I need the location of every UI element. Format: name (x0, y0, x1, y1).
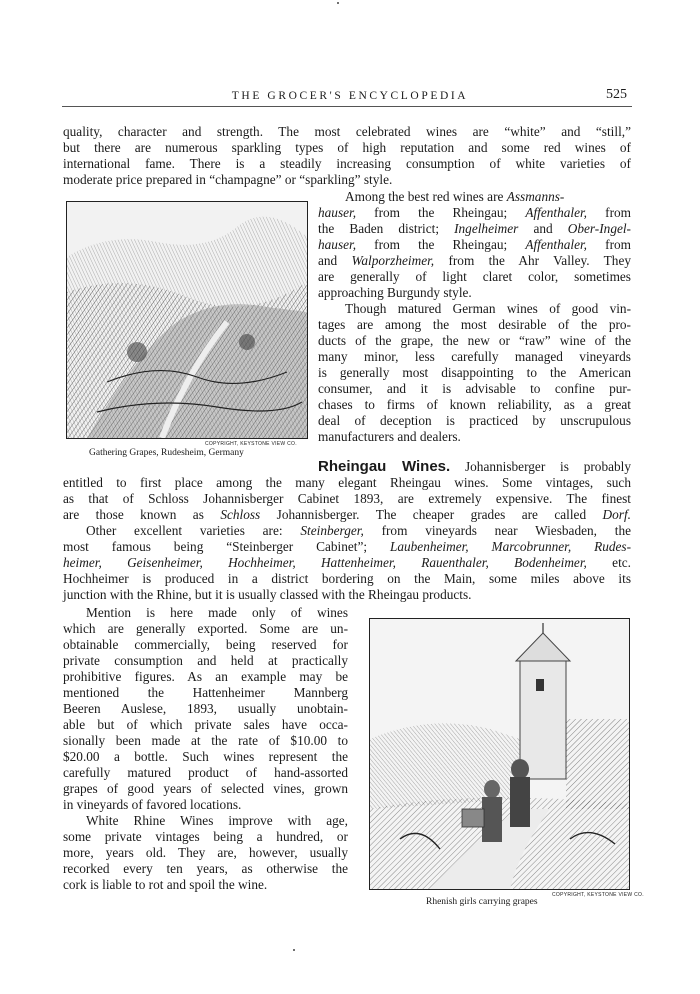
text-line: grapes of good years of selected vines, grown (63, 781, 348, 796)
photo-credit: COPYRIGHT, KEYSTONE VIEW CO. (205, 441, 297, 447)
text-line: chases to firms of known reliability, as a great (318, 397, 631, 412)
speck (337, 2, 339, 4)
text-line: Other excellent varieties are: Steinberger, from vineyards near Wiesbaden, the (86, 523, 631, 538)
text-line: Though matured German wines of good vin- (345, 301, 631, 316)
text-line: private consumption and held at practically (63, 653, 348, 668)
text-line: Hochheimer is produced in a district bordering on the Main, some miles above its (63, 571, 631, 586)
page-number: 525 (606, 87, 627, 102)
text-line: Rheingau Wines. Johannisberger is probably (318, 459, 631, 475)
text-line: many minor, less carefully managed vineyards (318, 349, 631, 364)
text-line: consumer, and it is advisable to confine pur- (318, 381, 631, 396)
photo-credit: COPYRIGHT, KEYSTONE VIEW CO. (552, 892, 644, 898)
text-line: tages are among the most desirable of the pro- (318, 317, 631, 332)
text-line: Among the best red wines are Assmanns- (345, 189, 565, 204)
text-line: hauser, from the Rheingau; Affenthaler, from (318, 205, 631, 220)
text-line: but there are numerous sparkling types of high reputation and some red wines of (63, 140, 631, 155)
text-line: junction with the Rhine, but it is usually classed with the Rheingau products. (63, 587, 472, 602)
text-line: in vineyards of favored locations. (63, 797, 242, 812)
text-line: more, years old. They are, however, usually (63, 845, 348, 860)
header-rule (62, 106, 632, 107)
text-line: the Baden district; Ingelheimer and Ober-Ingel- (318, 221, 631, 236)
text-line: as that of Schloss Johannisberger Cabinet 1893, are extremely expensive. The finest (63, 491, 631, 506)
text-line: and Walporzheimer, from the Ahr Valley. They (318, 253, 631, 268)
text-line: heimer, Geisenheimer, Hochheimer, Hattenheimer, Rauenthaler, Bodenheimer, etc. (63, 555, 631, 570)
text-line: $20.00 a bottle. Such wines represent the (63, 749, 348, 764)
text-line: recorked every ten years, as otherwise the (63, 861, 348, 876)
text-line: manufacturers and dealers. (318, 429, 461, 444)
text-line: most famous being “Steinberger Cabinet”; Laubenheimer, Marcobrunner, Rudes- (63, 539, 631, 554)
girls-carrying-grapes-illustration (370, 619, 629, 889)
photo-caption: Gathering Grapes, Rudesheim, Germany (89, 448, 244, 458)
vineyard-illustration (67, 202, 307, 438)
photo-gathering-grapes (66, 201, 308, 439)
text-line: cork is liable to rot and spoil the wine. (63, 877, 268, 892)
text-line: quality, character and strength. The most celebrated wines are “white” and “still,” (63, 124, 631, 139)
text-line: which are generally exported. Some are un- (63, 621, 348, 636)
text-line: ducts of the grape, the new or “raw” wine of the (318, 333, 631, 348)
text-line: sionally been made at the rate of $10.00 to (63, 733, 348, 748)
text-line: mentioned the Hattenheimer Mannberg (63, 685, 348, 700)
photo-rhenish-girls (369, 618, 630, 890)
speck (293, 949, 295, 951)
text-line: carefully matured product of hand-assorted (63, 765, 348, 780)
text-line: White Rhine Wines improve with age, (86, 813, 348, 828)
text-line: some private vintages being a hundred, or (63, 829, 348, 844)
text-line: deal of deception is practiced by unscrupulous (318, 413, 631, 428)
photo-caption: Rhenish girls carrying grapes (426, 897, 538, 907)
text-line: is generally most disappointing to the American (318, 365, 631, 380)
text-line: are generally of light claret color, sometimes (318, 269, 631, 284)
text-line: prohibitive figures. As an example may be (63, 669, 348, 684)
text-line: moderate price prepared in “champagne” or “sparkling” style. (63, 172, 393, 187)
text-line: Mention is here made only of wines (86, 605, 348, 620)
running-header: THE GROCER'S ENCYCLOPEDIA (231, 90, 469, 102)
text-line: are those known as Schloss Johannisberger. The cheaper grades are called Dorf. (63, 507, 631, 522)
text-line: hauser, from the Rheingau; Affenthaler, from (318, 237, 631, 252)
text-line: international fame. There is a steadily increasing consumption of white varieties of (63, 156, 631, 171)
text-line: able but of which private sales have occa- (63, 717, 348, 732)
section-heading: Rheingau Wines. (318, 459, 451, 475)
text-line: entitled to first place among the many elegant Rheingau wines. Some vintages, such (63, 475, 631, 490)
text-line: approaching Burgundy style. (318, 285, 472, 300)
text-line: Beeren Auslese, 1893, usually unobtain- (63, 701, 348, 716)
text-line: obtainable commercially, being reserved for (63, 637, 348, 652)
